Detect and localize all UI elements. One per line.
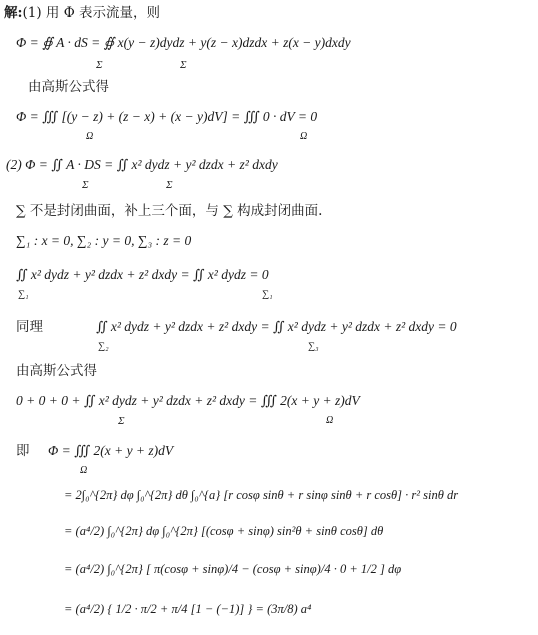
part2-sigma-sub-c: Σ	[118, 415, 125, 427]
part1-intro: (1) 用 Φ 表示流量，则	[22, 5, 161, 21]
part1-flux-equation: Φ = ∯ A · dS = ∯ x(y − z)dydz + y(z − x)dzdx + z(x − y)dxdy	[16, 35, 351, 50]
part2-face23-equation: ∬ x² dydz + y² dzdx + z² dxdy = ∬ x² dydz + y² dzdx + z² dxdy = 0	[96, 319, 457, 334]
part2-sigma-sub-a: Σ	[82, 179, 89, 191]
part1-sigma-sub-b: Σ	[180, 59, 187, 71]
part2-face2-sub: ∑₂	[98, 341, 109, 352]
part2-face1-equation: ∬ x² dydz + y² dzdx + z² dxdy = ∬ x² dydz = 0	[16, 267, 269, 282]
solution-label: 解	[4, 5, 18, 21]
part2-flux-equation: (2) Φ = ∬ A · DS = ∬ x² dydz + y² dzdx + z² dxdy	[6, 157, 278, 172]
part2-omega-sub-d: Ω	[80, 465, 88, 476]
part2-face1-sub-b: ∑₁	[262, 289, 273, 300]
part2-face3-sub: ∑₃	[308, 341, 319, 352]
part2-therefore-label: 即	[16, 443, 30, 459]
part2-spherical-integral: = 2∫₀^{2π} dφ ∫₀^{2π} dθ ∫₀^{a} [r cosφ sinθ + r sinφ sinθ + r cosθ] · r² sinθ dr	[64, 488, 459, 502]
part2-phi-equation: Φ = ∭ 2(x + y + z)dV	[48, 443, 174, 458]
part2-sigma-sub-b: Σ	[166, 179, 173, 191]
part1-gauss-note: 由高斯公式得	[28, 79, 109, 95]
part2-final-result: = (a⁴/2) { 1/2 · π/2 + π/4 [1 − (−1)] } = (3π/8) a⁴	[64, 602, 312, 616]
part1-heading	[4, 4, 160, 22]
part2-face1-sub-a: ∑₁	[18, 289, 29, 300]
part2-faces: ∑₁ : x = 0, ∑₂ : y = 0, ∑₃ : z = 0	[16, 233, 192, 248]
colon: :	[17, 5, 23, 21]
part1-omega-sub-a: Ω	[86, 131, 94, 142]
part1-omega-sub-b: Ω	[300, 131, 308, 142]
part1-volume-equation: Φ = ∭ [(y − z) + (z − x) + (x − y)dV] = ∭ 0 · dV = 0	[16, 109, 318, 124]
part2-gauss-note: 由高斯公式得	[16, 363, 97, 379]
part2-step-phi: = (a⁴/2) ∫₀^{2π} [ π(cosφ + sinφ)/4 − (cosφ + sinφ)/4 · 0 + 1/2 ] dφ	[64, 562, 402, 576]
part2-omega-sub-c: Ω	[326, 415, 334, 426]
part1-sigma-sub-a: Σ	[96, 59, 103, 71]
part2-closure-note: ∑ 不是封闭曲面，补上三个面，与 ∑ 构成封闭曲面.	[16, 203, 323, 219]
part2-similarly-label: 同理	[16, 319, 43, 335]
part2-gauss-equation: 0 + 0 + 0 + ∬ x² dydz + y² dzdx + z² dxdy = ∭ 2(x + y + z)dV	[16, 393, 360, 408]
part2-step-theta: = (a⁴/2) ∫₀^{2π} dφ ∫₀^{2π} [(cosφ + sinφ) sin²θ + sinθ cosθ] dθ	[64, 524, 384, 538]
